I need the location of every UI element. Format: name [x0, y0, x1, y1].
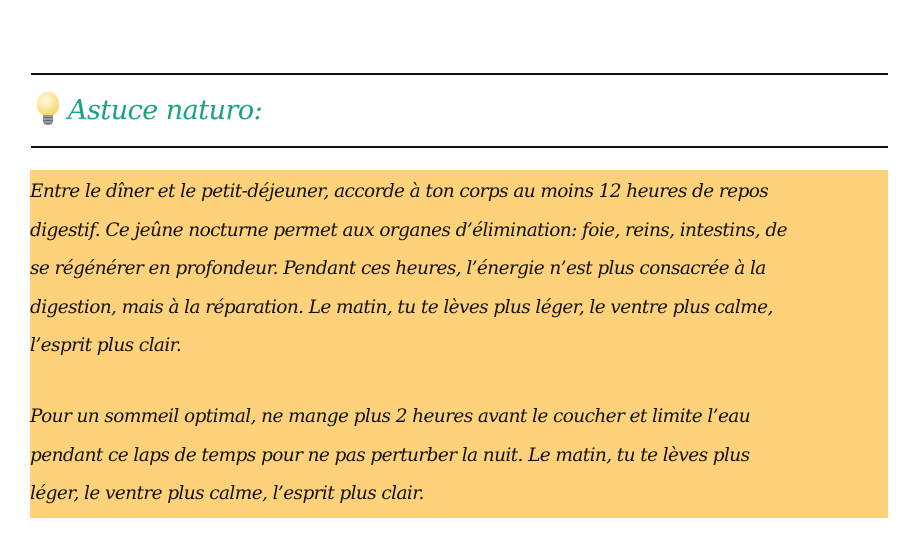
tip-paragraph-1 [30, 173, 787, 366]
bottom-divider [31, 146, 888, 148]
lightbulb-icon [34, 92, 62, 128]
top-divider [31, 73, 888, 75]
tip-paragraph-2 [30, 398, 750, 514]
tip-heading [34, 92, 262, 128]
text-line: l’esprit plus clair. [30, 335, 182, 356]
text-line: Entre le dîner et le petit-déjeuner, accorde à ton corps au moins 12 heures de repos [30, 181, 769, 202]
text-line: digestion, mais à la réparation. Le matin, tu te lèves plus léger, le ventre plus calme, [30, 296, 773, 318]
text-line: digestif. Ce jeûne nocturne permet aux organes d’élimination: foie, reins, intestins, de [30, 219, 787, 241]
text-line: se régénérer en profondeur. Pendant ces heures, l’énergie n’est plus consacrée à la [30, 258, 766, 279]
tip-box [30, 170, 888, 518]
tip-title: Astuce naturo: [68, 94, 263, 126]
text-line: pendant ce laps de temps pour ne pas perturber la nuit. Le matin, tu te lèves plus [30, 444, 750, 466]
text-line: léger, le ventre plus calme, l’esprit plus clair. [30, 483, 424, 504]
text-line: Pour un sommeil optimal, ne mange plus 2 heures avant le coucher et limite l’eau [30, 406, 751, 427]
